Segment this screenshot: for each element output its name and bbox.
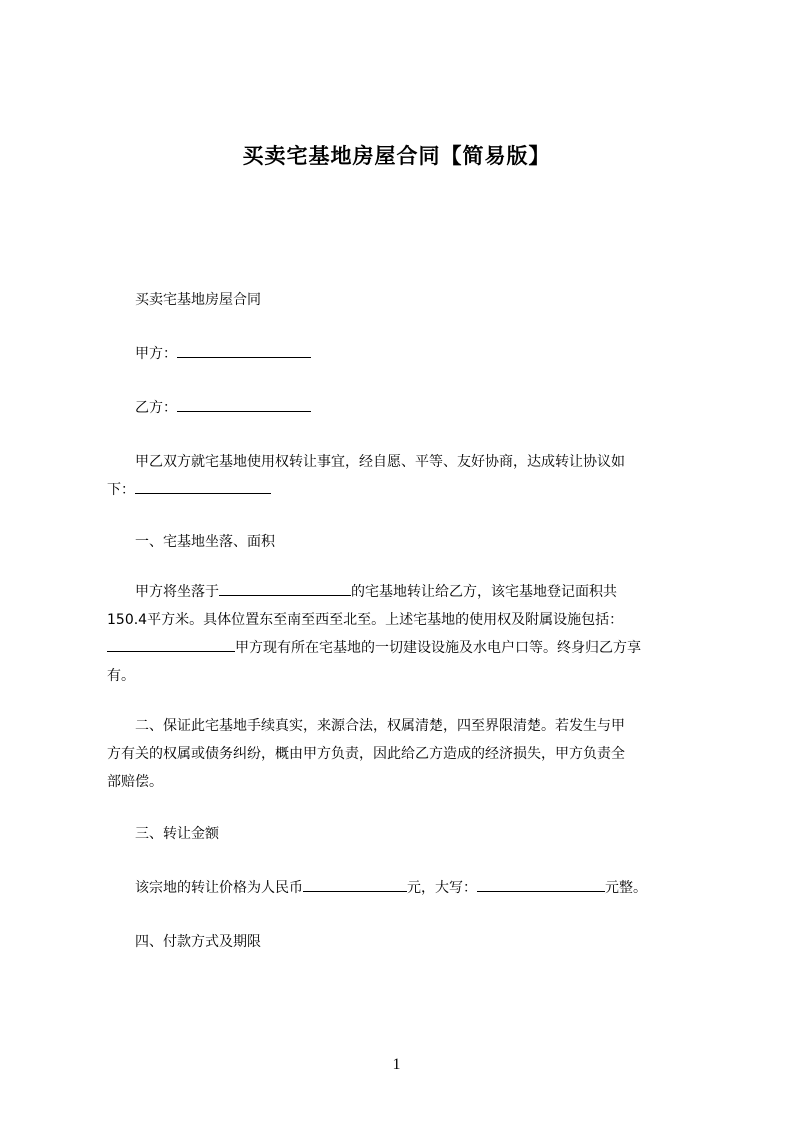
section-1-line-1 (135, 578, 700, 606)
party-a-blank (177, 342, 311, 358)
location-blank (219, 580, 351, 596)
party-b-line (135, 394, 700, 422)
party-b-label: 乙方： (135, 400, 177, 416)
intro-label: 下： (107, 482, 135, 498)
facilities-blank (107, 636, 235, 652)
section-1-line-2: 150.4平方米。具体位置东至南至西至北至。上述宅基地的使用权及附属设施包括： (107, 612, 624, 628)
section-1-text-a: 甲方将坐落于 (135, 584, 219, 600)
price-number-blank (303, 876, 407, 892)
party-b-blank (177, 396, 311, 412)
price-uppercase-blank (477, 876, 605, 892)
section-3-title: 三、转让金额 (135, 826, 219, 842)
section-2-line-2: 方有关的权属或债务纠纷，概由甲方负责，因此给乙方造成的经济损失，甲方负责全 (107, 746, 625, 762)
intro-line-2 (107, 476, 700, 504)
section-1-line-4: 有。 (107, 668, 135, 684)
section-3-line-1 (135, 874, 700, 902)
intro-blank (135, 478, 271, 494)
section-1-title: 一、宅基地坐落、面积 (135, 534, 275, 550)
party-a-line (135, 340, 700, 368)
price-label: 该宗地的转让价格为人民币 (135, 880, 303, 896)
page-title: 买卖宅基地房屋合同【简易版】 (242, 144, 551, 168)
section-4-title: 四、付款方式及期限 (135, 934, 261, 950)
page-number: 1 (392, 1056, 401, 1073)
section-1-text-b: 的宅基地转让给乙方，该宅基地登记面积共 (351, 584, 617, 600)
section-1-text-c: 甲方现有所在宅基地的一切建设设施及水电户口等。终身归乙方享 (235, 640, 641, 656)
price-suffix: 元整。 (605, 880, 647, 896)
intro-line-1: 甲乙双方就宅基地使用权转让事宜，经自愿、平等、友好协商，达成转让协议如 (135, 454, 625, 470)
contract-subtitle: 买卖宅基地房屋合同 (135, 292, 261, 308)
party-a-label: 甲方： (135, 346, 177, 362)
section-1-line-3 (107, 634, 700, 662)
section-2-line-1: 二、保证此宅基地手续真实，来源合法，权属清楚，四至界限清楚。若发生与甲 (135, 718, 625, 734)
price-uppercase-label: 元，大写： (407, 880, 477, 896)
section-2-line-3: 部赔偿。 (107, 774, 163, 790)
